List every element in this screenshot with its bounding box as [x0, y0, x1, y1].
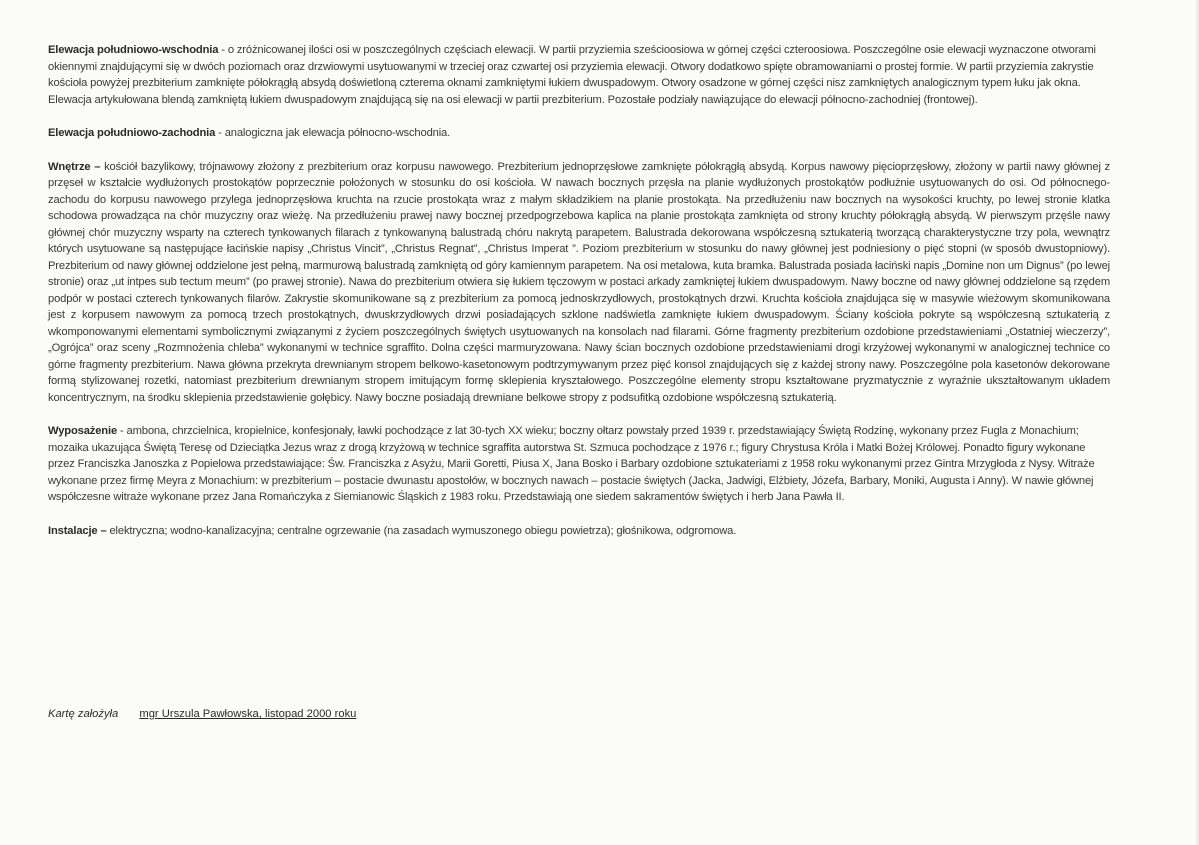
section-text: - analogiczna jak elewacja północno-wschodnia. — [215, 127, 451, 139]
section-elevation-southwest — [48, 125, 1110, 142]
footer-author: mgr Urszula Pawłowska, listopad 2000 roku — [139, 708, 357, 720]
scan-edge-shadow — [1195, 0, 1199, 845]
section-label: Instalacje – — [48, 524, 107, 537]
section-text: - ambona, chrzcielnica, kropielnice, konfesjonały, ławki pochodzące z lat 30-tych XX wieku; boczny ołtarz powstały przed 1939 r. przedstawiający Świętą Rodzinę, wykonany przez Fugla z Monachium; mozaika ukazująca Świętą Teresę od Dzieciątka Jezus wraz z drogą krzyżową w technice sgraffita autorstwa St. Szmuca pochodzące z 1976 r.; figury Chrystusa Króla i Matki Bożej Królowej. Ponadto figury wykonane przez Franciszka Janoszka z Popielowa przedstawiające: Św. Franciszka z Asyżu, Marii Goretti, Piusa X, Jana Bosko i Barbary ozdobione sztukateriami z 1958 roku wykonanymi przez Gintra Mrzygłoda z Nysy. Witraże wykonane przez firmę Meyra z Monachium: w prezbiterium – postacie dwunastu apostołów, w bocznych nawach – postacie świętych (Jacka, Jadwigi, Elżbiety, Józefa, Barbary, Moniki, Augusta i Anny). W nawie głównej współczesne witraże wykonane przez Jana Romańczyka z Siemianowic Śląskich z 1983 roku. Przedstawiają one siedem sakramentów świętych i herb Jana Pawła II. — [48, 425, 1095, 503]
section-furnishings — [48, 423, 1110, 506]
footer-role: Kartę założyła — [48, 708, 119, 720]
section-interior — [48, 159, 1110, 407]
document-footer — [48, 708, 356, 720]
section-text: elektryczna; wodno-kanalizacyjna; centralne ogrzewanie (na zasadach wymuszonego obiegu powietrza); głośnikowa, odgromowa. — [106, 524, 737, 537]
section-label: Elewacja południowo-zachodnia — [48, 127, 216, 139]
section-installations — [48, 523, 1110, 540]
section-label: Wyposażenie — [48, 425, 118, 437]
section-text: kościół bazylikowy, trójnawowy złożony z prezbiterium oraz korpusu nawowego. Prezbiterium jednoprzęsłowe zamknięte półokrągłą absydą. Korpus nawowy pięcioprzęsłowy, złożony w partii nawy głównej z przęseł w kształcie wydłużonych prostokątów poprzecznie położonych w stosunku do osi kościoła. W nawach bocznych przęsła na planie wydłużonych prostokątów podłużnie usytuowanych do osi. Od północnego-zachodu do korpusu nawowego przylega jednoprzęsłowa kruchta na rzucie prostokąta wraz z małym składzikiem na planie prostokąta. Na przedłużeniu naw bocznych na wysokości kruchty, po lewej stronie klatka schodowa prowadząca na chór muzyczny oraz wieżę. Na przedłużeniu prawej nawy bocznej przedpogrzebowa kaplica na planie prostokąta zamknięta od strony kruchty półokrągłą absydą. W pierwszym przęśle nawy głównej chór muzyczny wsparty na czterech tynkowanych filarach z tynkowanyną balustradą chóru nakrytą parapetem. Balustrada dekorowana współczesną sztukaterią tworzącą charakterystyczne trzy pola, wewnątrz których usytuowane są następujące łacińskie napisy „Christus Vincit”, „Christus Regnat”, „Christus Imperat ”. Poziom prezbiterium w stosunku do nawy głównej jest podniesiony o pięć stopni (w sposób dwustopniowy). Prezbiterium od nawy głównej oddzielone jest pełną, marmurową balustradą zamkniętą od góry kamiennym parapetem. Na osi metalowa, kuta bramka. Balustrada posiada łaciński napis „Domine non um Dignus” (po lewej stronie) oraz „ut intpes sub tectum meum” (po prawej stronie). Nawa do prezbiterium otwiera się łukiem tęczowym w postaci arkady zamkniętej łukiem dwuspadowym. Nawy boczne od nawy głównej oddzielone są rzędem podpór w postaci czterech tynkowanych filarów. Zakrystie skomunikowane są z prezbiterium za pomocą jednoskrzydłowych, prostokątnych drzwi. Kruchta kościoła znajdująca się w masywie wieżowym skomunikowana jest z korpusem nawowym za pomocą trzech prostokątnych, dwuskrzydłowych drzwi posiadających szklone nadświetla zamknięte łukiem dwuspadowym. Ściany kościoła pokryte są współczesną sztukaterią z wkomponowanymi elementami symbolicznymi związanymi z życiem poszczególnych świętych usytuowanych na konsolach nad filarami. Górne fragmenty prezbiterium ozdobione przedstawieniami „Ostatniej wieczerzy”, „Ogrójca” oraz sceny „Rozmnożenia chleba” wykonanymi w technice sgraffito. Dolna części marmuryzowana. Nawy ścian bocznych ozdobione przedstawieniami drogi krzyżowej wykonanymi w analogicznej technice co górne fragmenty prezbiterium. Nawa główna przekryta drewnianym stropem belkowo-kasetonowym podtrzymywanym przez pięć konsol znajdujących się z każdej strony nawy. Poszczególne pola kasetonów dekorowane formą stylizowanej rozetki, natomiast prezbiterium drewnianym stropem imitującym formę sklepienia kryształowego. Poszczególne elementy stropu kształtowane pryzmatycznie z wyraźnie ukształtowanym układem koncentrycznym, na środku sklepienia przedstawienie gołębicy. Nawy boczne posiadają drewniane belkowe stropy z podsufitką ozdobione współczesną sztukaterią. — [48, 160, 1110, 404]
section-elevation-southeast — [48, 42, 1110, 108]
section-text: - o zróżnicowanej ilości osi w poszczególnych częściach elewacji. W partii przyziemia sześcioosiowa w górnej części czteroosiowa. Poszczególne osie elewacji wyznaczone otworami okiennymi znajdującymi się w dwóch poziomach oraz drzwiowymi usytuowanymi w trzeciej oraz czwartej osi przyziemia elewacji. Otwory dodatkowo spięte obramowaniami o prostej formie. W partii przyziemia zakrystie kościoła powyżej prezbiterium zamknięte półokrągłą absydą doświetloną czterema oknami zamkniętymi łukiem dwuspadowym. Otwory osadzone w górnej części nisz zamkniętych analogicznym typem łuku jak okna. Elewacja artykułowana blendą zamkniętą łukiem dwuspadowym znajdującą się na osi elewacji w partii prezbiterium. Pozostałe podziały nawiązujące do elewacji północno-zachodniej (frontowej). — [48, 44, 1096, 106]
section-label: Elewacja południowo-wschodnia — [48, 44, 219, 56]
document-body — [48, 42, 1110, 556]
section-label: Wnętrze – — [48, 160, 101, 173]
